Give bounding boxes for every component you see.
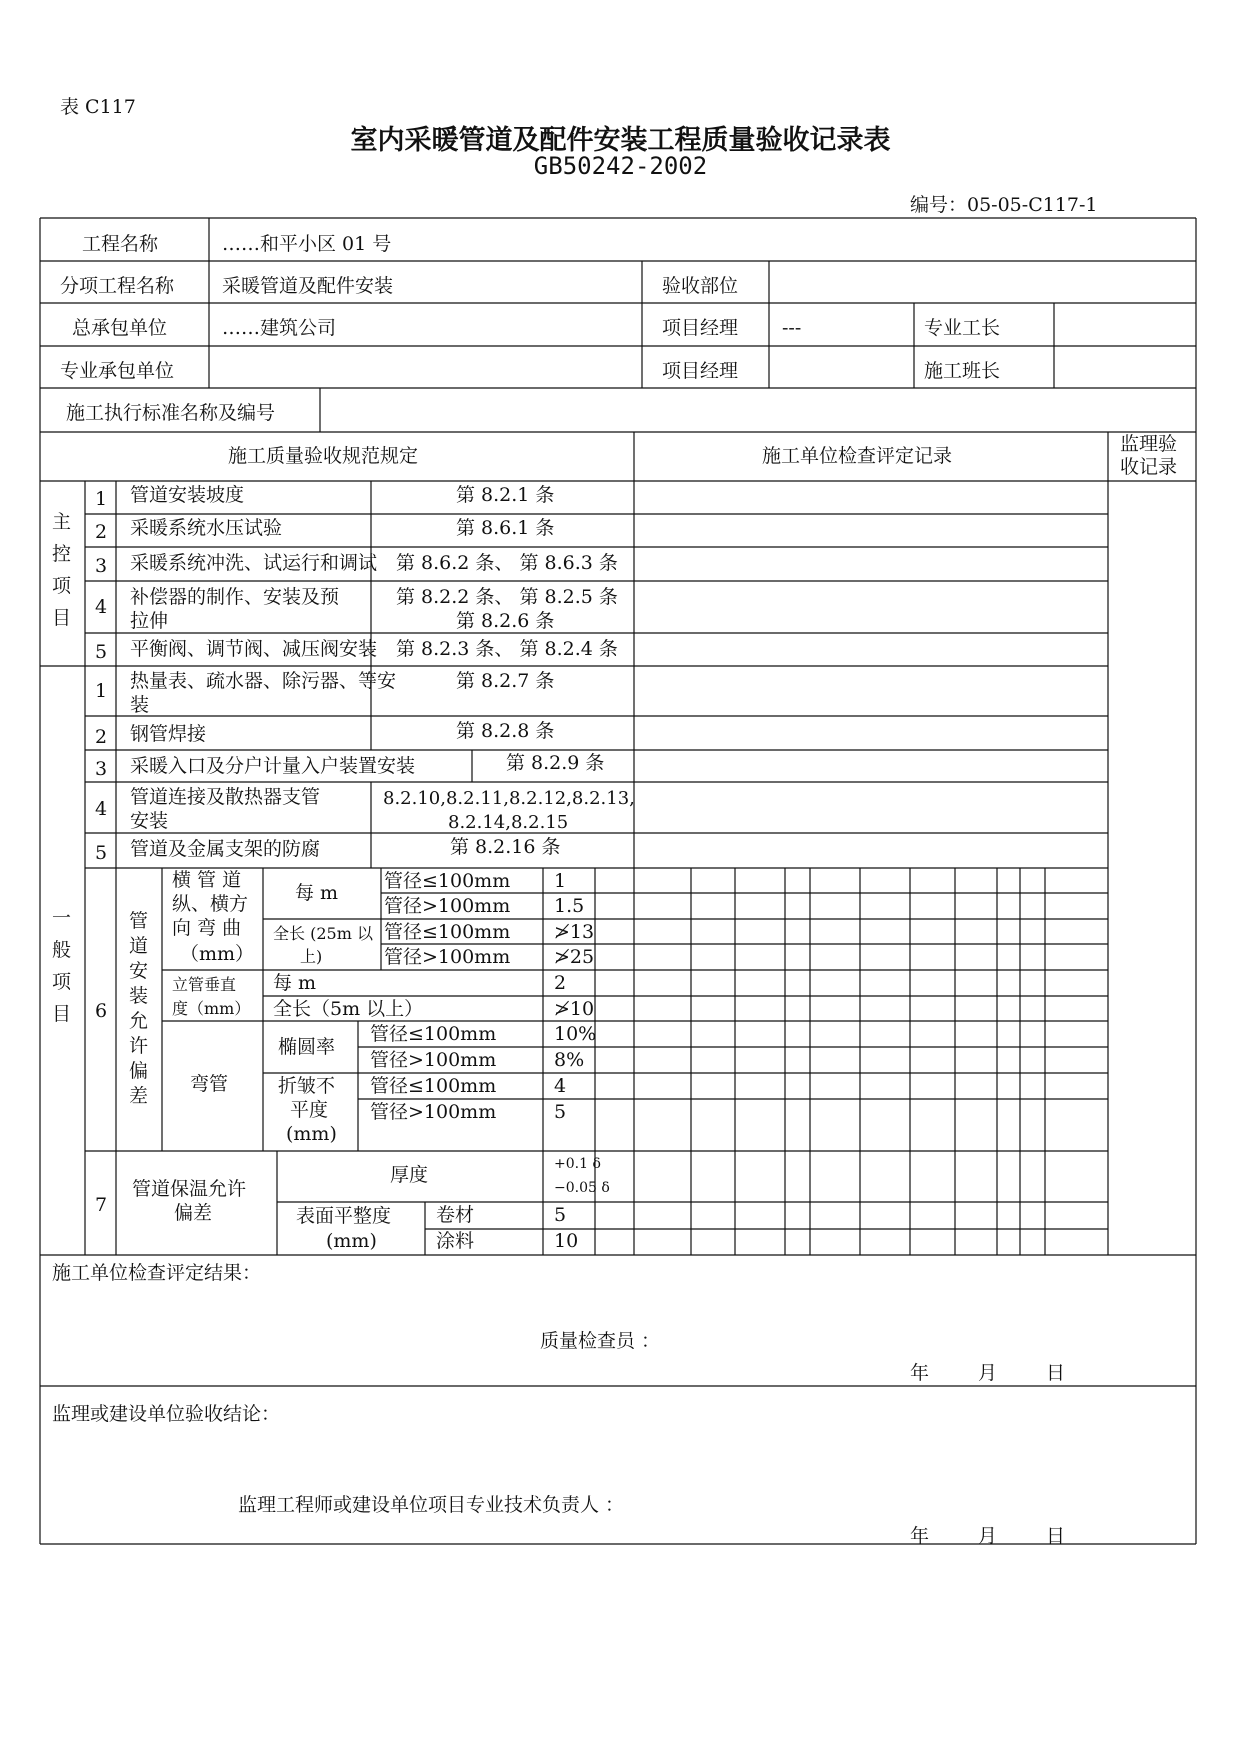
item-name: 装 [130, 694, 150, 716]
item-clause: 第 8.2.2 条、 第 8.2.5 条 [396, 586, 618, 608]
flatness-label: 表面平整度 [296, 1205, 392, 1227]
tolerance-value: 1.5 [554, 895, 585, 917]
item-clause: 第 8.6.2 条、 第 8.6.3 条 [396, 552, 618, 574]
tolerance-value: ≯10 [554, 998, 595, 1020]
pipe-diameter-label: 管径≤100mm [370, 1023, 497, 1045]
supervision-column-header-2: 收记录 [1120, 456, 1178, 478]
wrinkle-label: 平度 [290, 1099, 329, 1121]
project-name-label: 工程名称 [82, 233, 159, 255]
deviation-label: 道 [129, 935, 149, 957]
item-name: 管道安装坡度 [130, 484, 245, 506]
tolerance-value: 4 [554, 1075, 567, 1097]
item-number: 4 [95, 596, 108, 618]
thickness-label: 厚度 [390, 1164, 429, 1186]
spec-column-header: 施工质量验收规范规定 [228, 445, 419, 467]
date-month: 月 [978, 1362, 998, 1384]
tolerance-value: 2 [554, 972, 567, 994]
subproject-value[interactable]: 采暖管道及配件安装 [222, 275, 394, 297]
item-name: 平衡阀、调节阀、减压阀安装 [130, 638, 378, 660]
tolerance-value: 8% [554, 1049, 585, 1071]
foreman-label: 专业工长 [924, 317, 1001, 339]
pipe-diameter-label: 管径>100mm [384, 895, 511, 917]
acceptance-part-label: 验收部位 [662, 275, 739, 297]
pipe-diameter-label: 管径≤100mm [384, 921, 511, 943]
per-m-label: 每 m [295, 882, 339, 904]
main-control-label: 项 [52, 575, 72, 597]
project-name-value[interactable]: ……和平小区 01 号 [222, 233, 392, 255]
horizontal-bend-label: （mm） [180, 943, 255, 965]
engineer-signature-label: 监理工程师或建设单位项目专业技术负责人 ： [238, 1494, 625, 1516]
item-clause: 8.2.10,8.2.11,8.2.12,8.2.13, [383, 788, 635, 809]
insulation-label: 偏差 [174, 1202, 213, 1224]
item-clause: 第 8.6.1 条 [456, 517, 555, 539]
full-length-label: 上) [300, 947, 323, 966]
item-name: 采暖系统冲洗、试运行和调试 [130, 552, 378, 574]
date-day: 日 [1046, 1525, 1066, 1547]
deviation-label: 许 [129, 1035, 149, 1057]
standard-code: GB50242-2002 [533, 152, 708, 180]
deviation-label: 允 [129, 1010, 149, 1032]
contractor-result-label: 施工单位检查评定结果： [52, 1262, 262, 1284]
item-number: 4 [95, 798, 108, 820]
standard-label: 施工执行标准名称及编号 [66, 402, 276, 424]
date-year: 年 [910, 1362, 930, 1384]
vertical-per-m-label: 每 m [273, 972, 317, 994]
deviation-label: 安 [129, 960, 149, 982]
item-clause: 第 8.2.7 条 [456, 670, 555, 692]
general-label: 一 [52, 907, 72, 929]
roll-label: 卷材 [436, 1204, 475, 1226]
item-number: 5 [95, 641, 108, 663]
general-label: 般 [52, 939, 72, 961]
deviation-label: 偏 [129, 1060, 149, 1082]
inspector-signature-label: 质量检查员 ： [540, 1330, 661, 1352]
team-leader-label: 施工班长 [924, 360, 1001, 382]
item-clause: 第 8.2.6 条 [456, 610, 555, 632]
item-name: 拉伸 [130, 610, 169, 632]
horizontal-bend-label: 纵、横方 [172, 893, 249, 915]
pipe-diameter-label: 管径≤100mm [370, 1075, 497, 1097]
horizontal-bend-label: 向 弯 曲 [172, 917, 242, 939]
tolerance-value: 1 [554, 870, 567, 892]
vertical-label: 立管垂直 [172, 975, 237, 994]
thickness-tolerance: +0.1 δ [554, 1156, 601, 1172]
wrinkle-label: (mm) [286, 1123, 337, 1145]
subproject-label: 分项工程名称 [60, 275, 175, 297]
item-name: 管道连接及散热器支管 [130, 786, 321, 808]
item-clause: 第 8.2.8 条 [456, 720, 555, 742]
wrinkle-label: 折皱不 [278, 1075, 336, 1097]
tolerance-value: ≯25 [554, 946, 595, 968]
flatness-label: (mm) [326, 1230, 377, 1252]
item-name: 安装 [130, 810, 169, 832]
pipe-diameter-label: 管径>100mm [384, 946, 511, 968]
ovality-label: 椭圆率 [278, 1036, 336, 1058]
item-number: 2 [95, 726, 108, 748]
project-manager-label: 项目经理 [662, 317, 739, 339]
item-clause: 第 8.2.3 条、 第 8.2.4 条 [396, 638, 618, 660]
record-column-header: 施工单位检查评定记录 [762, 445, 953, 467]
main-control-label: 主 [52, 511, 72, 533]
date-day: 日 [1046, 1362, 1066, 1384]
pipe-diameter-label: 管径>100mm [370, 1049, 497, 1071]
document-number: 编号：05-05-C117-1 [910, 194, 1098, 216]
project-manager-value[interactable]: --- [782, 317, 802, 339]
deviation-label: 装 [129, 985, 149, 1007]
item-number: 1 [95, 680, 108, 702]
insulation-label: 管道保温允许 [132, 1178, 247, 1200]
date-year: 年 [910, 1525, 930, 1547]
item-number: 3 [95, 758, 108, 780]
tolerance-value: 5 [554, 1101, 567, 1123]
main-control-label: 控 [52, 543, 72, 565]
item-name: 热量表、疏水器、除污器、等安 [130, 670, 397, 692]
general-label: 项 [52, 971, 72, 993]
item-clause: 第 8.2.16 条 [450, 836, 561, 858]
supervision-column-header-1: 监理验 [1120, 433, 1178, 455]
bend-label: 弯管 [190, 1073, 229, 1095]
thickness-tolerance: −0.05 δ [554, 1180, 610, 1196]
tolerance-value: 10% [554, 1023, 597, 1045]
item-number: 6 [95, 1000, 108, 1022]
pipe-diameter-label: 管径≤100mm [384, 870, 511, 892]
vertical-full-label: 全长（5m 以上） [273, 998, 424, 1020]
item-clause: 第 8.2.9 条 [506, 752, 605, 774]
item-name: 补偿器的制作、安装及预 [130, 586, 340, 608]
pipe-diameter-label: 管径>100mm [370, 1101, 497, 1123]
item-clause: 第 8.2.1 条 [456, 484, 555, 506]
item-name: 采暖入口及分户计量入户装置安装 [130, 755, 416, 777]
item-name: 采暖系统水压试验 [130, 517, 283, 539]
deviation-label: 差 [129, 1085, 149, 1107]
full-length-label: 全长 (25m 以 [273, 924, 373, 943]
coating-label: 涂料 [436, 1230, 475, 1252]
general-contractor-value[interactable]: ……建筑公司 [222, 317, 337, 339]
sub-contractor-label: 专业承包单位 [60, 360, 175, 382]
main-control-label: 目 [52, 607, 72, 629]
tolerance-value: ≯13 [554, 921, 595, 943]
date-month: 月 [978, 1525, 998, 1547]
horizontal-bend-label: 横 管 道 [172, 869, 242, 891]
item-number: 7 [95, 1194, 108, 1216]
general-label: 目 [52, 1003, 72, 1025]
tolerance-value: 5 [554, 1204, 567, 1226]
vertical-label: 度（mm） [172, 999, 251, 1018]
item-name: 钢管焊接 [130, 723, 207, 745]
item-name: 管道及金属支架的防腐 [130, 838, 321, 860]
project-manager2-label: 项目经理 [662, 360, 739, 382]
general-contractor-label: 总承包单位 [72, 317, 168, 339]
item-number: 1 [95, 488, 108, 510]
item-clause: 8.2.14,8.2.15 [448, 812, 569, 833]
item-number: 5 [95, 842, 108, 864]
supervision-result-label: 监理或建设单位验收结论： [52, 1403, 281, 1425]
item-number: 3 [95, 555, 108, 577]
item-number: 2 [95, 521, 108, 543]
tolerance-value: 10 [554, 1230, 579, 1252]
page-title: 室内采暖管道及配件安装工程质量验收记录表 [350, 125, 891, 156]
deviation-label: 管 [129, 910, 149, 932]
form-code: 表 C117 [60, 96, 136, 118]
